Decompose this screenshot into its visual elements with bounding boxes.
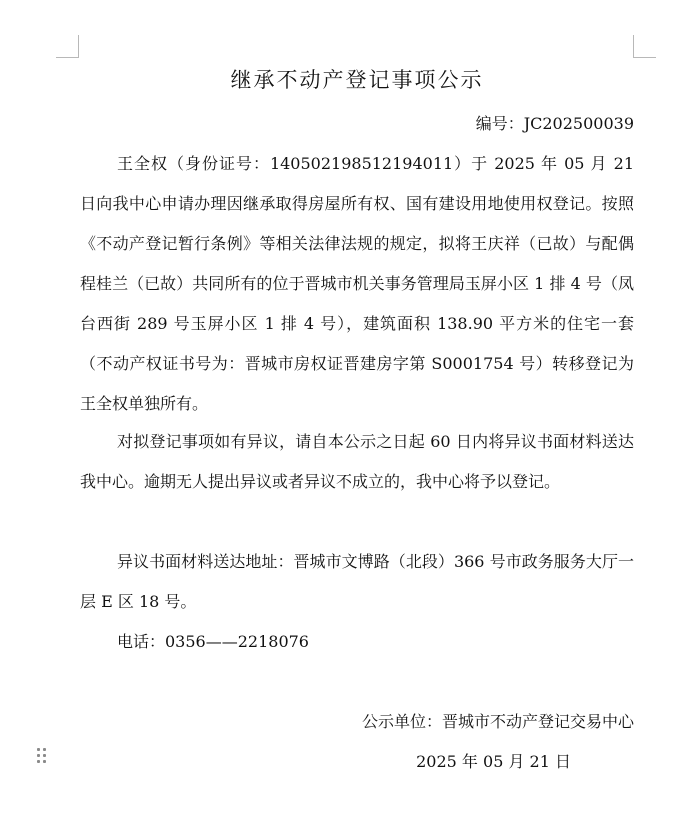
paragraph-address: 异议书面材料送达地址：晋城市文博路（北段）366 号市政务服务大厅一层 E 区 18 号。 [80, 552, 634, 611]
page-corner-mark-top-left [56, 35, 79, 58]
paragraph-application: 王全权（身份证号：140502198512194011）于 2025 年 05 月 21 日向我中心申请办理因继承取得房屋所有权、国有建设用地使用权登记。按照《不动产登记暂行条例》等相关法律法规的规定，拟将王庆祥（已故）与配偶程桂兰（已故）共同所有的位于晋城市机关事务管理局玉屏小区 1 排 4 号（凤台西街 289 号玉屏小区 1 排 4 号），建筑面积 138.90 平方米的住宅一套（不动产权证书号为：晋城市房权证晋建房字第 S0001754 号）转移登记为王全权单独所有。 [80, 154, 634, 413]
paragraph-objection: 对拟登记事项如有异议，请自本公示之日起 60 日内将异议书面材料送达我中心。逾期无人提出异议或者异议不成立的，我中心将予以登记。 [80, 432, 634, 491]
signature-date: 2025 年 05 月 21 日 [416, 752, 571, 771]
document-title: 继承不动产登记事项公示 [230, 68, 484, 92]
document-number: 编号：JC202500039 [475, 114, 634, 133]
drag-handle-icon[interactable] [37, 748, 47, 764]
page-corner-mark-top-right [633, 35, 656, 58]
paragraph-phone: 电话：0356——2218076 [117, 632, 309, 651]
signature-unit: 公示单位：晋城市不动产登记交易中心 [361, 712, 634, 731]
